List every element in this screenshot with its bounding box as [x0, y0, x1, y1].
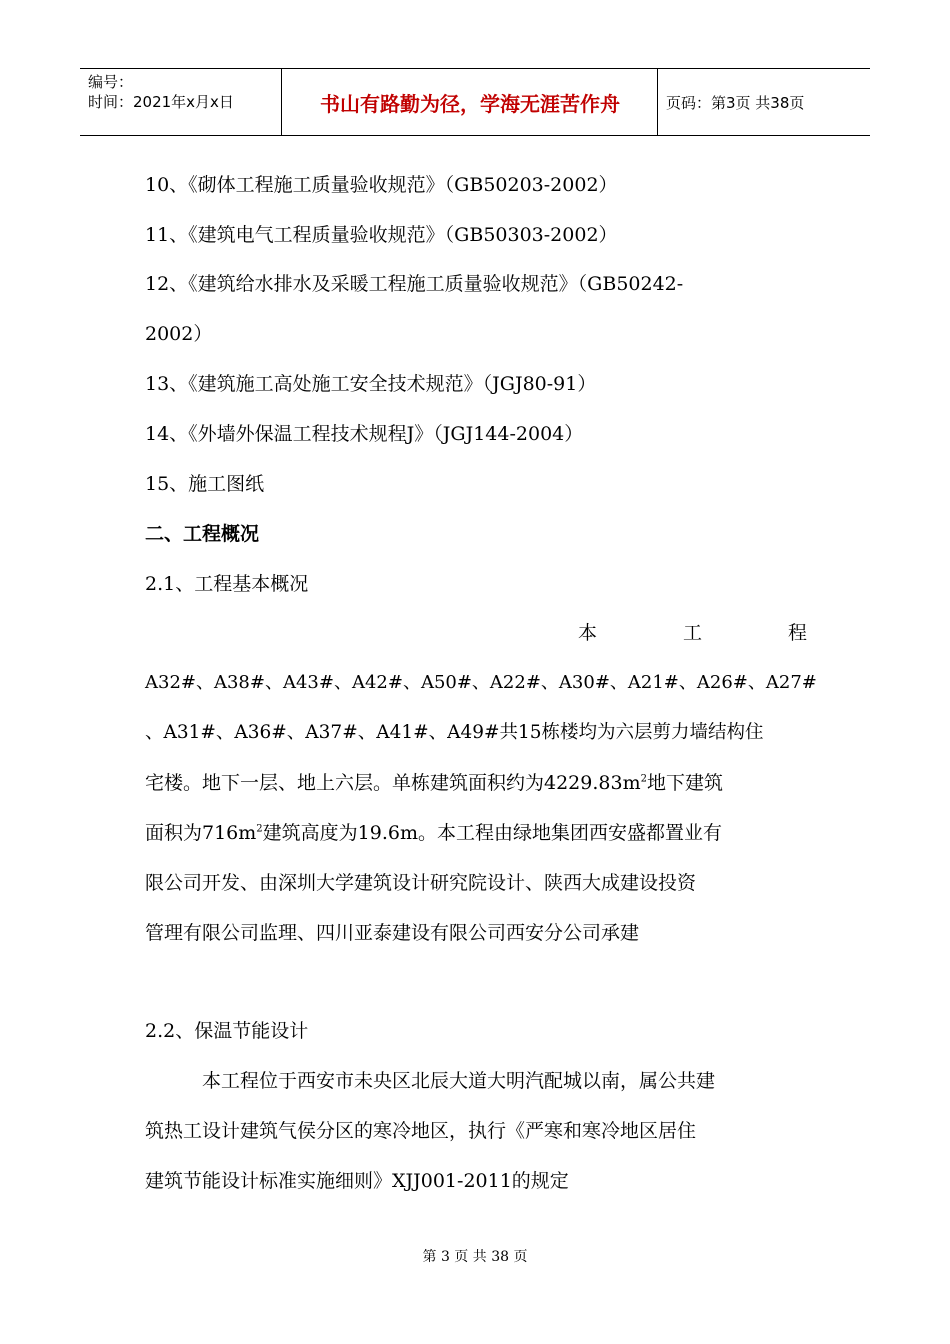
para1-word: 程: [787, 622, 807, 644]
ref-item-12: 12、《建筑给水排水及采暖工程施工质量验收规范》（GB50242-: [145, 273, 684, 295]
para1-line2: A32#、A38#、A43#、A42#、A50#、A22#、A30#、A21#、A26#、A27#: [145, 672, 817, 693]
para1-word: 本: [578, 622, 598, 644]
para1-line4: [145, 770, 723, 796]
ref-item-12-cont: 2002）: [145, 323, 213, 345]
para2-line2: 筑热工设计建筑气侯分区的寒冷地区，执行《严寒和寒冷地区居住: [145, 1120, 697, 1142]
number-label: 编号：: [88, 73, 134, 91]
superscript: 2: [256, 823, 263, 835]
header-page-info: 页码：第3页 共38页: [666, 93, 805, 112]
ref-item-11: 11、《建筑电气工程质量验收规范》（GB50303-2002）: [145, 224, 618, 246]
para1-text: 宅楼。地下一层、地上六层。单栋建筑面积约为4229.83m: [145, 772, 641, 794]
para1-line5: [145, 820, 722, 846]
ref-item-14: 14、《外墙外保温工程技术规程J》（JGJ144-2004）: [145, 423, 584, 445]
time-label: 时间：2021年x月x日: [88, 93, 234, 111]
para2-line1: 本工程位于西安市未央区北辰大道大明汽配城以南，属公共建: [202, 1070, 716, 1092]
para1-word: 工: [682, 622, 702, 644]
para2-line3: 建筑节能设计标准实施细则》XJJ001-2011的规定: [145, 1170, 569, 1192]
ref-item-13: 13、《建筑施工高处施工安全技术规范》（JGJ80-91）: [145, 373, 597, 395]
para1-text: 地下建筑: [646, 772, 723, 794]
para1-line6: 限公司开发、由深圳大学建筑设计研究院设计、陕西大成建设投资: [145, 872, 697, 894]
header-motto: 书山有路勤为径，学海无涯苦作舟: [320, 91, 620, 116]
para1-text: 面积为716m: [145, 822, 257, 844]
subsection-2-1: 2.1、工程基本概况: [145, 573, 309, 595]
header-divider: [657, 69, 658, 135]
para1-text: 建筑高度为19.6m。本工程由绿地集团西安盛都置业有: [262, 822, 722, 844]
para1-line1: [578, 620, 807, 646]
header-meta: [88, 72, 234, 112]
page-header: [80, 68, 870, 136]
subsection-2-2: 2.2、保温节能设计: [145, 1020, 309, 1042]
ref-item-15: 15、施工图纸: [145, 473, 265, 495]
para1-line7: 管理有限公司监理、四川亚泰建设有限公司西安分公司承建: [145, 922, 640, 944]
section-heading: 二、工程概况: [145, 523, 260, 545]
ref-item-10: 10、《砌体工程施工质量验收规范》（GB50203-2002）: [145, 174, 618, 196]
para1-line3: 、A31#、A36#、A37#、A41#、A49#共15栋楼均为六层剪力墙结构住: [145, 722, 764, 743]
superscript: 2: [640, 773, 647, 785]
page-footer: 第 3 页 共 38 页: [422, 1249, 528, 1265]
